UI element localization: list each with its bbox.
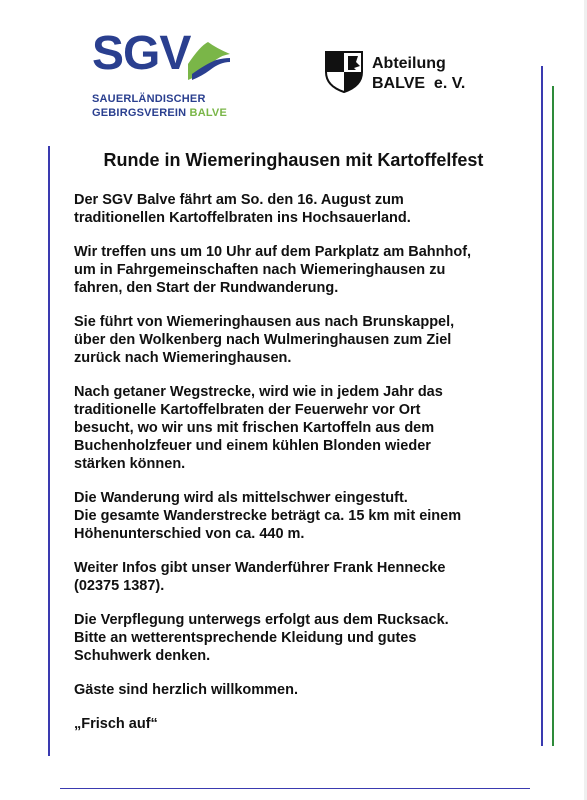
paragraph-line: traditionelle Kartoffelbraten der Feuerwehr vor Ort: [74, 402, 421, 418]
paragraph-line: Höhenunterschied von ca. 440 m.: [74, 526, 305, 542]
paragraph-line: (02375 1387).: [74, 578, 165, 594]
sgv-logo: [86, 26, 236, 126]
paragraph-line: Sie führt von Wiemeringhausen aus nach Brunskappel,: [74, 314, 455, 330]
logo-line-2-blue: GEBIRGSVEREIN: [92, 107, 190, 119]
paragraph-line: fahren, den Start der Rundwanderung.: [74, 280, 339, 296]
paragraph-line: „Frisch auf“: [74, 716, 158, 732]
paragraph-line: traditionellen Kartoffelbraten ins Hochsauerland.: [74, 210, 411, 226]
logo-line-2-green: BALVE: [189, 107, 228, 119]
abteilung-label: [372, 54, 465, 94]
paragraph-line: zurück nach Wiemeringhausen.: [74, 350, 292, 366]
paragraph-line: stärken können.: [74, 456, 186, 472]
abteilung-line-2: BALVE e. V.: [372, 75, 466, 92]
paragraph-line: Schuhwerk denken.: [74, 648, 211, 664]
paragraph-line: Bitte an wetterentsprechende Kleidung und gutes: [74, 630, 417, 646]
abteilung-line-1: Abteilung: [372, 55, 446, 72]
paragraph: [74, 243, 536, 297]
paragraph-line: Wir treffen uns um 10 Uhr auf dem Parkplatz am Bahnhof,: [74, 244, 472, 260]
right-border-line-green: [552, 86, 554, 746]
mountain-icon: [186, 34, 232, 86]
paragraph-line: besucht, wo wir uns mit frischen Kartoffeln aus dem: [74, 420, 435, 436]
paragraph: [74, 611, 536, 665]
paragraph: [74, 715, 536, 733]
paragraph-line: über den Wolkenberg nach Wulmeringhausen zum Ziel: [74, 332, 452, 348]
sgv-logo-subtitle: [92, 92, 227, 120]
paragraph-line: Die gesamte Wanderstrecke beträgt ca. 15 km mit einem: [74, 508, 462, 524]
logo-line-1: SAUERLÄNDISCHER: [92, 93, 206, 105]
paragraph-line: Weiter Infos gibt unser Wanderführer Frank Hennecke: [74, 560, 446, 576]
paragraph-line: Nach getaner Wegstrecke, wird wie in jedem Jahr das: [74, 384, 443, 400]
paragraph: [74, 313, 536, 367]
paragraph-line: Die Wanderung wird als mittelschwer eingestuft.: [74, 490, 408, 506]
left-border-line: [48, 146, 50, 756]
bottom-border-line: [60, 788, 530, 789]
crest-icon: [324, 50, 364, 94]
paragraph-line: Der SGV Balve fährt am So. den 16. August zum: [74, 192, 404, 208]
paragraph-line: Buchenholzfeuer und einem kühlen Blonden wieder: [74, 438, 431, 454]
paragraph: [74, 383, 536, 473]
paragraph: [74, 489, 536, 543]
paragraph-line: um in Fahrgemeinschaften nach Wiemeringhausen zu: [74, 262, 446, 278]
logo-line-2: [92, 106, 227, 120]
page-title: Runde in Wiemeringhausen mit Kartoffelfest: [103, 150, 484, 170]
sgv-logo-text: SGV: [92, 27, 191, 80]
paragraph-line: Die Verpflegung unterwegs erfolgt aus dem Rucksack.: [74, 612, 449, 628]
paragraph: [74, 681, 536, 699]
paragraph-line: Gäste sind herzlich willkommen.: [74, 682, 299, 698]
paragraph: [74, 191, 536, 227]
paragraph: [74, 559, 536, 595]
flyer-body: [74, 191, 536, 749]
